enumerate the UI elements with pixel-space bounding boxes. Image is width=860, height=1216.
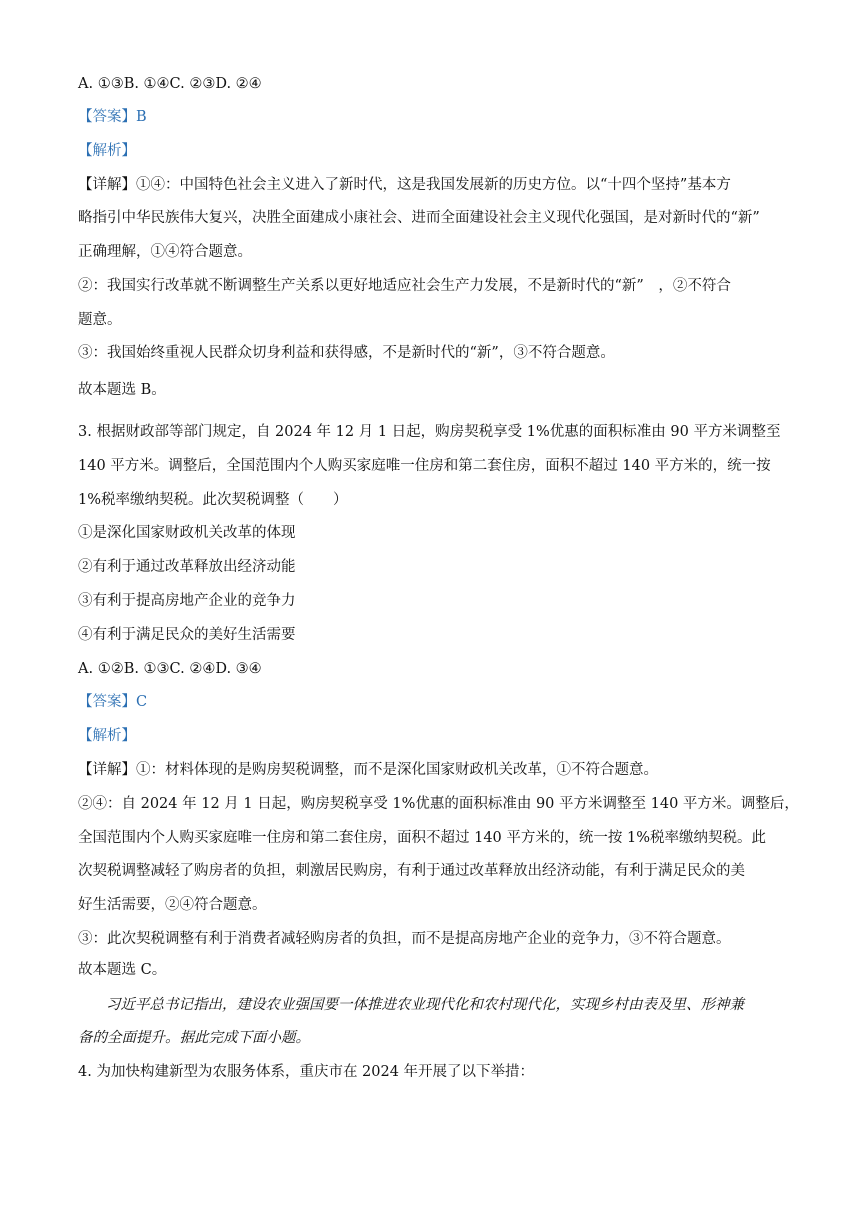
material-intro-line-1: 习近平总书记指出，建设农业强国要一体推进农业现代化和农村现代化，实现乡村由表及里、形神兼	[106, 997, 744, 1013]
q3-conclusion: 故本题选 C。	[78, 962, 167, 978]
material-intro-line-2: 备的全面提升。据此完成下面小题。	[78, 1030, 310, 1046]
q4-stem: 4. 为加快构建新型为农服务体系，重庆市在 2024 年开展了以下举措：	[78, 1064, 535, 1080]
q3-detail-line-5: 好生活需要，②④符合题意。	[78, 897, 267, 913]
q3-answer: 【答案】C	[78, 694, 148, 710]
q2-detail-line-6: ③：我国始终重视人民群众切身利益和获得感，不是新时代的“新”，③不符合题意。	[78, 345, 615, 361]
q2-detail-line-5: 题意。	[78, 312, 122, 328]
q3-detail-line-3: 全国范围内个人购买家庭唯一住房和第二套住房，面积不超过 140 平方米的，统一按 1%税率缴纳契税。此	[78, 830, 767, 846]
q3-analysis-label: 【解析】	[78, 728, 136, 744]
q2-detail-line-3: 正确理解，①④符合题意。	[78, 244, 252, 260]
q2-detail-line-4: ②：我国实行改革就不断调整生产关系以更好地适应社会生产力发展，不是新时代的“新” ，②不符合	[78, 278, 731, 294]
q2-detail-line-2: 略指引中华民族伟大复兴，决胜全面建成小康社会、进而全面建设社会主义现代化强国，是对新时代的“新”	[78, 210, 760, 226]
q3-detail-line-6: ③：此次契税调整有利于消费者减轻购房者的负担，而不是提高房地产企业的竞争力，③不符合题意。	[78, 931, 731, 947]
q3-statement-4: ④有利于满足民众的美好生活需要	[78, 627, 296, 643]
q3-options: A. ①②B. ①③C. ②④D. ③④	[78, 661, 262, 677]
q3-statement-3: ③有利于提高房地产企业的竞争力	[78, 593, 296, 609]
q3-stem-line-3: 1%税率缴纳契税。此次契税调整（ ）	[78, 492, 348, 508]
q2-answer: 【答案】B	[78, 109, 147, 125]
q3-stem-line-2: 140 平方米。调整后，全国范围内个人购买家庭唯一住房和第二套住房，面积不超过 140 平方米的，统一按	[78, 458, 771, 474]
q3-detail-line-2: ②④：自 2024 年 12 月 1 日起，购房契税享受 1%优惠的面积标准由 90 平方米调整至 140 平方米。调整后，	[78, 796, 799, 812]
q2-conclusion: 故本题选 B。	[78, 382, 166, 398]
q3-statement-1: ①是深化国家财政机关改革的体现	[78, 525, 296, 541]
q2-options: A. ①③B. ①④C. ②③D. ②④	[78, 76, 262, 92]
q3-detail-line-1: 【详解】①：材料体现的是购房契税调整，而不是深化国家财政机关改革，①不符合题意。	[78, 762, 658, 778]
q2-detail-line-1: 【详解】①④：中国特色社会主义进入了新时代，这是我国发展新的历史方位。以“十四个坚持”基本方	[78, 177, 731, 193]
q2-analysis-label: 【解析】	[78, 143, 136, 159]
q3-detail-line-4: 次契税调整减轻了购房者的负担，刺激居民购房，有利于通过改革释放出经济动能，有利于满足民众的美	[78, 863, 745, 879]
q3-stem-line-1: 3. 根据财政部等部门规定，自 2024 年 12 月 1 日起，购房契税享受 1%优惠的面积标准由 90 平方米调整至	[78, 424, 781, 440]
q3-statement-2: ②有利于通过改革释放出经济动能	[78, 559, 296, 575]
